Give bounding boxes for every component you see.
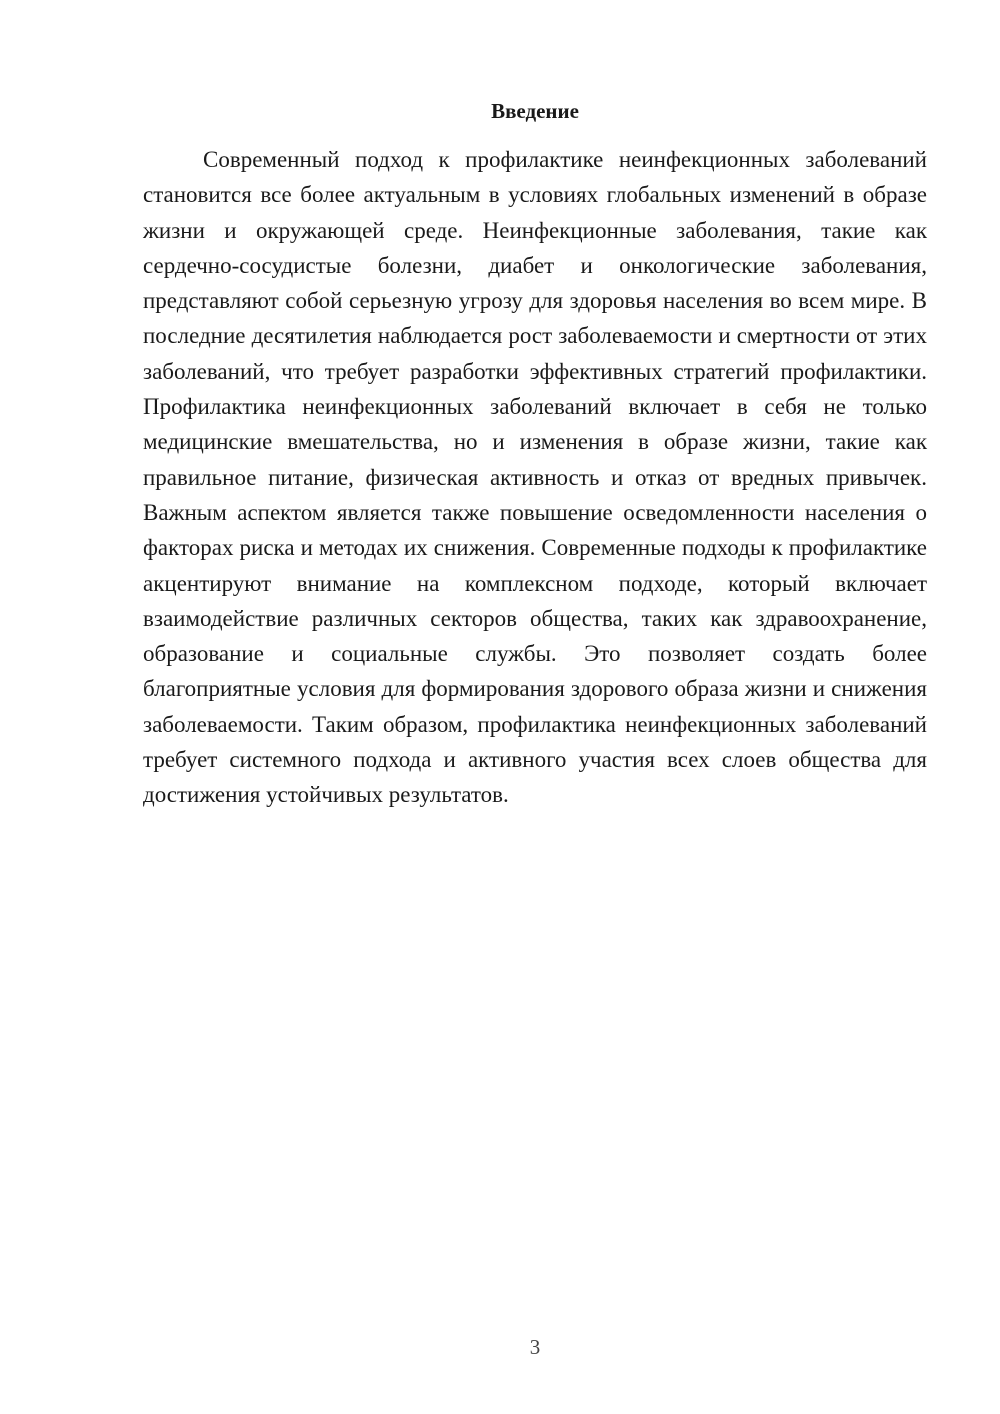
section-heading: Введение (491, 99, 579, 123)
body-paragraph: Современный подход к профилактике неинфекционных заболеваний становится все более актуальным в условиях глобальных изменений в образе жизни и окружающей среде. Неинфекционные заболевания, такие как сердечно-сосудистые болезни, диабет и онкологические заболевания, представляют собой серьезную угрозу для здоровья населения во всем мире. В последние десятилетия наблюдается рост заболеваемости и смертности от этих заболеваний, что требует разработки эффективных стратегий профилактики. Профилактика неинфекционных заболеваний включает в себя не только медицинские вмешательства, но и изменения в образе жизни, такие как правильное питание, физическая активность и отказ от вредных привычек. Важным аспектом является также повышение осведомленности населения о факторах риска и методах их снижения. Современные подходы к профилактике акцентируют внимание на комплексном подходе, который включает взаимодействие различных секторов общества, таких как здравоохранение, образование и социальные службы. Это позволяет создать более благоприятные условия для формирования здорового образа жизни и снижения заболеваемости. Таким образом, профилактика неинфекционных заболеваний требует системного подхода и активного участия всех слоев общества для достижения устойчивых результатов. (143, 147, 927, 808)
page-number: 3 (529, 1335, 541, 1359)
